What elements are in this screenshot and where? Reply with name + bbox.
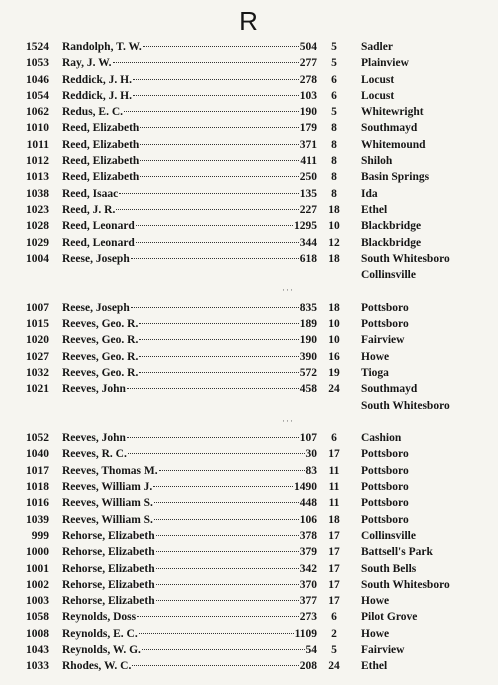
page-reference: 572 [299,366,317,379]
page-reference: 504 [299,41,317,53]
entry-number: 1018 [26,481,49,494]
person-name: Reynolds, Doss [62,611,137,624]
entry-row [0,609,498,625]
place-name: Blackbridge [361,220,422,233]
dot-leader [139,323,298,324]
page-reference: 103 [299,89,317,102]
district-number: 6 [331,89,337,102]
entry-name-cell [62,381,317,397]
page-reference: 277 [299,57,317,70]
district-number: 6 [331,611,337,624]
dot-leader [142,649,305,650]
dot-leader [143,46,299,47]
entry-name-cell [62,528,317,544]
place-name: South Whitesboro [361,399,450,412]
page-reference: 411 [300,155,317,168]
entry-row [0,446,498,462]
page-reference: 106 [299,513,317,526]
entry-name-cell [62,235,317,251]
dot-leader [113,62,299,63]
page-reference: 250 [299,171,317,184]
dot-leader [159,470,305,471]
entry-number: 1023 [26,203,49,216]
page-reference: 135 [299,187,317,200]
entry-name-cell [62,55,317,71]
place-name: Tioga [361,366,389,379]
entry-row [0,349,498,365]
dot-leader [140,160,299,161]
place-name: Howe [361,595,390,608]
place-name: Pottsboro [361,481,409,494]
district-number: 17 [328,546,340,559]
dot-leader [154,519,299,520]
person-name: Reed, Elizabeth [62,122,140,135]
entry-row [0,300,498,316]
entry-number: 1039 [26,513,49,526]
place-name: South Whitesboro [361,252,450,265]
person-name: Rehorse, Elizabeth [62,578,155,591]
person-name: Reed, Elizabeth [62,155,140,168]
page-reference: 54 [305,643,317,656]
person-name: Randolph, T. W. [62,41,142,53]
place-name: Pottsboro [361,301,409,314]
entry-number: 1029 [26,236,49,249]
entry-row [0,430,498,446]
dot-leader [139,372,298,373]
person-name: Reese, Joseph [62,252,130,265]
dot-leader [119,193,299,194]
place-name: Pilot Grove [361,611,418,624]
page-reference: 278 [299,73,317,86]
entry-number: 1053 [26,57,49,70]
person-name: Rehorse, Elizabeth [62,546,155,559]
entry-number: 1046 [26,73,49,86]
person-name: Rehorse, Elizabeth [62,595,155,608]
dot-leader [139,633,294,634]
entry-number: 1027 [26,350,49,363]
page-reference: 1490 [294,481,317,494]
person-name: Reed, Leonard [62,236,135,249]
district-number: 17 [328,578,340,591]
person-name: Reeves, William J. [62,481,153,494]
entry-name-cell [62,300,317,316]
entry-row [0,577,498,593]
person-name: Reynolds, E. C. [62,627,138,640]
dot-leader [128,453,305,454]
dot-leader [136,225,293,226]
person-name: Reeves, Geo. R. [62,350,139,363]
person-name: Reeves, Geo. R. [62,366,139,379]
entry-name-cell [62,202,317,218]
entry-number: 1052 [26,432,49,445]
entry-number: 1011 [26,138,49,151]
entry-row [0,365,498,381]
person-name: Reed, Elizabeth [62,138,140,151]
entry-number: 1003 [26,595,49,608]
place-name: Cashion [361,432,402,445]
section-letter-heading: R [239,6,259,36]
entry-row [0,39,498,55]
person-name: Reed, Isaac [62,187,119,200]
person-name: Reeves, Thomas M. [62,464,158,477]
district-number: 12 [328,236,340,249]
person-name: Reeves, William S. [62,513,153,526]
place-name: Pottsboro [361,497,409,510]
page-reference: 30 [305,448,317,461]
entry-number: 999 [31,529,49,542]
entry-name-cell [62,39,317,55]
district-number: 11 [328,481,340,494]
dot-leader [131,258,299,259]
entry-name-cell [62,593,317,609]
dot-leader [127,388,299,389]
row-separator [0,414,498,430]
place-name: Ida [361,187,378,200]
person-name: Reynolds, W. G. [62,643,141,656]
entry-number: 1017 [26,464,49,477]
page-reference: 1295 [294,220,317,233]
entry-row [0,137,498,153]
page-reference: 618 [299,252,317,265]
place-name: Pottsboro [361,318,409,331]
district-number: 6 [331,73,337,86]
district-number: 19 [328,366,340,379]
entry-row [0,316,498,332]
entry-row [0,642,498,658]
entry-name-cell [62,251,317,267]
district-number: 16 [328,350,340,363]
continuation-row [0,267,498,283]
entry-row [0,169,498,185]
entry-name-cell [62,104,317,120]
dot-leader [139,339,298,340]
entry-number: 1001 [26,562,49,575]
entry-row [0,251,498,267]
entry-row [0,593,498,609]
entry-name-cell [62,626,317,642]
entry-name-cell [62,512,317,528]
entry-name-cell [62,658,317,674]
place-name: Basin Springs [361,171,430,184]
entry-number: 1004 [26,252,49,265]
entry-name-cell [62,72,317,88]
place-name: Locust [361,89,395,102]
dot-leader [140,127,298,128]
place-name: Sadler [361,41,393,53]
entry-name-cell [62,137,317,153]
place-name: South Bells [361,562,417,575]
entry-row [0,528,498,544]
entry-name-cell [62,169,317,185]
place-name: Blackbridge [361,236,422,249]
entry-number: 1015 [26,318,49,331]
separator-dots: ··· [282,415,294,426]
entry-row [0,202,498,218]
dot-leader [137,616,299,617]
district-number: 8 [331,171,337,184]
place-name: Fairview [361,334,405,347]
page-reference: 370 [299,578,317,591]
entry-number: 1043 [26,643,49,656]
district-number: 24 [328,660,340,673]
district-number: 10 [328,334,340,347]
dot-leader [131,307,299,308]
dot-leader [133,79,299,80]
entry-row [0,104,498,120]
row-separator [0,283,498,299]
district-number: 17 [328,448,340,461]
entry-name-cell [62,186,317,202]
page-reference: 458 [299,383,317,396]
page-reference: 190 [299,334,317,347]
place-name: Whitemound [361,138,426,151]
place-name: Southmayd [361,383,418,396]
entry-name-cell [62,349,317,365]
entry-number: 1028 [26,220,49,233]
entry-list [0,39,498,675]
place-name: Locust [361,73,395,86]
entry-row [0,55,498,71]
entry-name-cell [62,332,317,348]
entry-row [0,561,498,577]
person-name: Rhodes, W. C. [62,660,132,673]
entry-name-cell [62,365,317,381]
entry-number: 1062 [26,106,49,119]
dot-leader [156,568,299,569]
dot-leader [140,176,298,177]
place-name: Southmayd [361,122,418,135]
page-reference: 273 [299,611,317,624]
entry-number: 1021 [26,383,49,396]
entry-name-cell [62,446,317,462]
district-number: 10 [328,220,340,233]
page-reference: 107 [299,432,317,445]
district-number: 8 [331,187,337,200]
place-name: Ethel [361,660,388,673]
district-number: 17 [328,562,340,575]
district-number: 11 [328,497,340,510]
dot-leader [156,551,299,552]
page-reference: 227 [299,203,317,216]
person-name: Reeves, John [62,432,126,445]
place-name: Collinsville [361,269,416,282]
entry-name-cell [62,218,317,234]
entry-name-cell [62,561,317,577]
entry-row [0,88,498,104]
district-number: 5 [331,106,337,119]
entry-number: 1020 [26,334,49,347]
entry-row [0,544,498,560]
dot-leader [156,535,299,536]
district-number: 11 [328,464,340,477]
continuation-row [0,398,498,414]
entry-number: 1010 [26,122,49,135]
person-name: Reed, Elizabeth [62,171,140,184]
dot-leader [132,665,298,666]
entry-row [0,332,498,348]
district-number: 8 [331,138,337,151]
entry-name-cell [62,120,317,136]
entry-name-cell [62,430,317,446]
entry-number: 1016 [26,497,49,510]
entry-name-cell [62,316,317,332]
place-name: South Whitesboro [361,578,450,591]
district-number: 8 [331,122,337,135]
entry-number: 1007 [26,301,49,314]
page-reference: 379 [299,546,317,559]
dot-leader [156,584,299,585]
separator-dots: ··· [282,285,294,296]
entry-name-cell [62,463,317,479]
entry-row [0,72,498,88]
page-reference: 208 [299,660,317,673]
dot-leader [116,209,298,210]
entry-row [0,495,498,511]
district-number: 17 [328,595,340,608]
entry-number: 1012 [26,155,49,168]
entry-name-cell [62,577,317,593]
entry-row [0,463,498,479]
place-name: Whitewright [361,106,424,119]
district-number: 17 [328,529,340,542]
page-reference: 835 [299,301,317,314]
entry-number: 1008 [26,627,49,640]
person-name: Reddick, J. H. [62,89,132,102]
dot-leader [139,356,298,357]
entry-row [0,120,498,136]
entry-name-cell [62,642,317,658]
page-reference: 344 [299,236,317,249]
person-name: Reeves, John [62,383,126,396]
entry-number: 1040 [26,448,49,461]
district-number: 5 [331,41,337,53]
entry-row [0,626,498,642]
district-number: 2 [331,627,337,640]
entry-row [0,218,498,234]
entry-row [0,235,498,251]
person-name: Reed, J. R. [62,203,116,216]
entry-name-cell [62,495,317,511]
district-number: 18 [328,513,340,526]
page-reference: 378 [299,529,317,542]
page-reference: 179 [299,122,317,135]
entry-number: 1058 [26,611,49,624]
district-number: 24 [328,383,340,396]
dot-leader [124,111,299,112]
entry-number: 1013 [26,171,49,184]
district-number: 8 [331,155,337,168]
entry-row [0,153,498,169]
entry-row [0,186,498,202]
place-name: Battsell's Park [361,546,433,559]
person-name: Reeves, William S. [62,497,153,510]
place-name: Fairview [361,643,405,656]
dot-leader [127,437,299,438]
person-name: Reeves, Geo. R. [62,318,139,331]
page-reference: 371 [299,138,317,151]
entry-number: 1032 [26,366,49,379]
place-name: Howe [361,350,390,363]
person-name: Rehorse, Elizabeth [62,562,155,575]
district-number: 10 [328,318,340,331]
place-name: Collinsville [361,529,416,542]
entry-row [0,479,498,495]
person-name: Ray, J. W. [62,57,112,70]
entry-name-cell [62,609,317,625]
entry-name-cell [62,544,317,560]
entry-row [0,381,498,397]
person-name: Reese, Joseph [62,301,130,314]
dot-leader [136,242,299,243]
person-name: Reeves, R. C. [62,448,127,461]
page-reference: 1109 [294,627,317,640]
person-name: Reeves, Geo. R. [62,334,139,347]
page-reference: 448 [299,497,317,510]
place-name: Howe [361,627,390,640]
person-name: Redus, E. C. [62,106,124,119]
page-reference: 83 [305,464,317,477]
place-name: Pottsboro [361,513,409,526]
place-name: Shiloh [361,155,393,168]
place-name: Plainview [361,57,409,70]
entry-name-cell [62,88,317,104]
entry-number: 1002 [26,578,49,591]
page-reference: 390 [299,350,317,363]
district-number: 6 [331,432,337,445]
entry-row [0,658,498,674]
person-name: Reddick, J. H. [62,73,132,86]
entry-name-cell [62,153,317,169]
entry-name-cell [62,479,317,495]
district-number: 18 [328,203,340,216]
dot-leader [154,502,299,503]
person-name: Rehorse, Elizabeth [62,529,155,542]
dot-leader [156,600,299,601]
entry-number: 1054 [26,89,49,102]
page-reference: 377 [299,595,317,608]
entry-number: 1524 [26,41,49,53]
entry-number: 1033 [26,660,49,673]
place-name: Ethel [361,203,388,216]
dot-leader [140,144,298,145]
dot-leader [133,95,299,96]
entry-number: 1000 [26,546,49,559]
page-reference: 189 [299,318,317,331]
entry-number: 1038 [26,187,49,200]
place-name: Pottsboro [361,464,409,477]
district-number: 18 [328,252,340,265]
entry-row [0,512,498,528]
district-number: 5 [331,57,337,70]
person-name: Reed, Leonard [62,220,135,233]
district-number: 18 [328,301,340,314]
dot-leader [153,486,293,487]
place-name: Pottsboro [361,448,409,461]
page-reference: 190 [299,106,317,119]
district-number: 5 [331,643,337,656]
page-reference: 342 [299,562,317,575]
